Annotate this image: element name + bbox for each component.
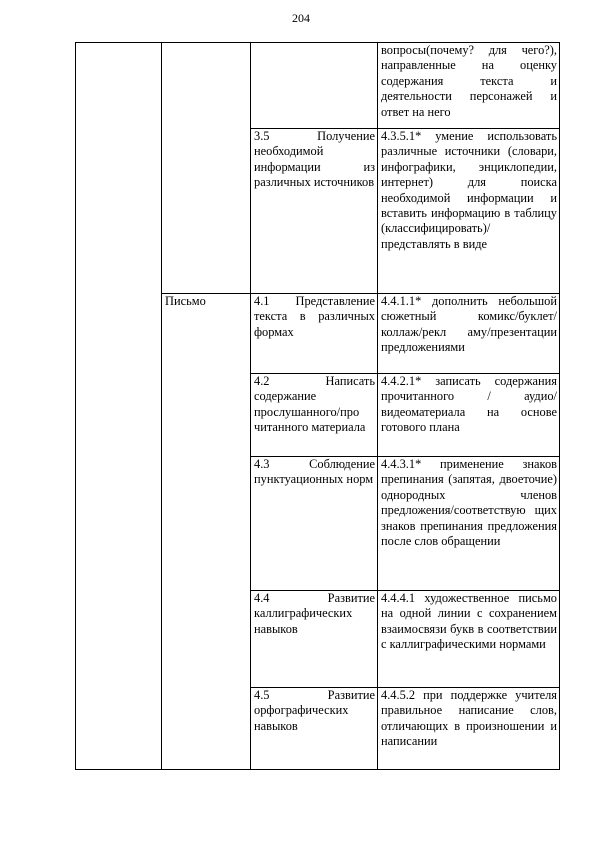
skill-text: 4.3 Соблюдение пунктуационных норм: [254, 457, 375, 487]
section-cell-writing: [162, 294, 251, 770]
goal-text: 4.4.3.1* применение знаков препинания (запятая, двоеточие) однородных членов предложения/соответствую щих знаков препинания предложения после слов обращении: [381, 457, 557, 549]
goal-text: 4.4.1.1* дополнить небольшой сюжетный комикс/буклет/коллаж/рекл аму/презентации предложениями: [381, 294, 557, 355]
section-cell-empty: [162, 43, 251, 294]
skill-cell: [251, 43, 378, 129]
skill-cell: [251, 129, 378, 294]
goal-cell: [378, 129, 560, 294]
skill-text: 4.5 Развитие орфографических навыков: [254, 688, 375, 733]
skill-cell: [251, 294, 378, 374]
skill-text: 4.4 Развитие каллиграфических навыков: [254, 591, 375, 636]
curriculum-table: [75, 42, 560, 770]
skill-cell: [251, 688, 378, 770]
skill-cell: [251, 374, 378, 457]
section-title: Письмо: [165, 294, 206, 308]
skill-text: 4.2 Написать содержание прослушанного/про читанного материала: [254, 374, 375, 435]
skill-cell: [251, 457, 378, 591]
table-row: [76, 43, 560, 129]
goal-text: 4.4.2.1* записать содержания прочитанного / аудио/видеоматериала на основе готового плана: [381, 374, 557, 435]
goal-text: 4.3.5.1* умение использовать различные источники (словари, инфографики, энциклопедии, интернет) для поиска необходимой информации и вставить информацию в таблицу (классифицировать)/ представлять в виде: [381, 129, 557, 251]
goal-text: 4.4.5.2 при поддержке учителя правильное написание слов, отличающих в произношении и написании: [381, 688, 557, 749]
empty-column-cell: [76, 43, 162, 770]
goal-cell: [378, 457, 560, 591]
goal-cell: [378, 374, 560, 457]
goal-text: вопросы(почему? для чего?), направленные на оценку содержания текста и деятельности персонажей и ответ на него: [381, 43, 557, 119]
skill-cell: [251, 591, 378, 688]
page-number: 204: [292, 11, 310, 25]
skill-text: 3.5 Получение необходимой информации из различных источников: [254, 129, 375, 190]
goal-cell: [378, 591, 560, 688]
goal-cell: [378, 294, 560, 374]
skill-text: 4.1 Представление текста в различных формах: [254, 294, 375, 339]
goal-text: 4.4.4.1 художественное письмо на одной линии с сохранением взаимосвязи букв в соответствии с каллиграфическими нормами: [381, 591, 557, 652]
goal-cell: [378, 43, 560, 129]
goal-cell: [378, 688, 560, 770]
